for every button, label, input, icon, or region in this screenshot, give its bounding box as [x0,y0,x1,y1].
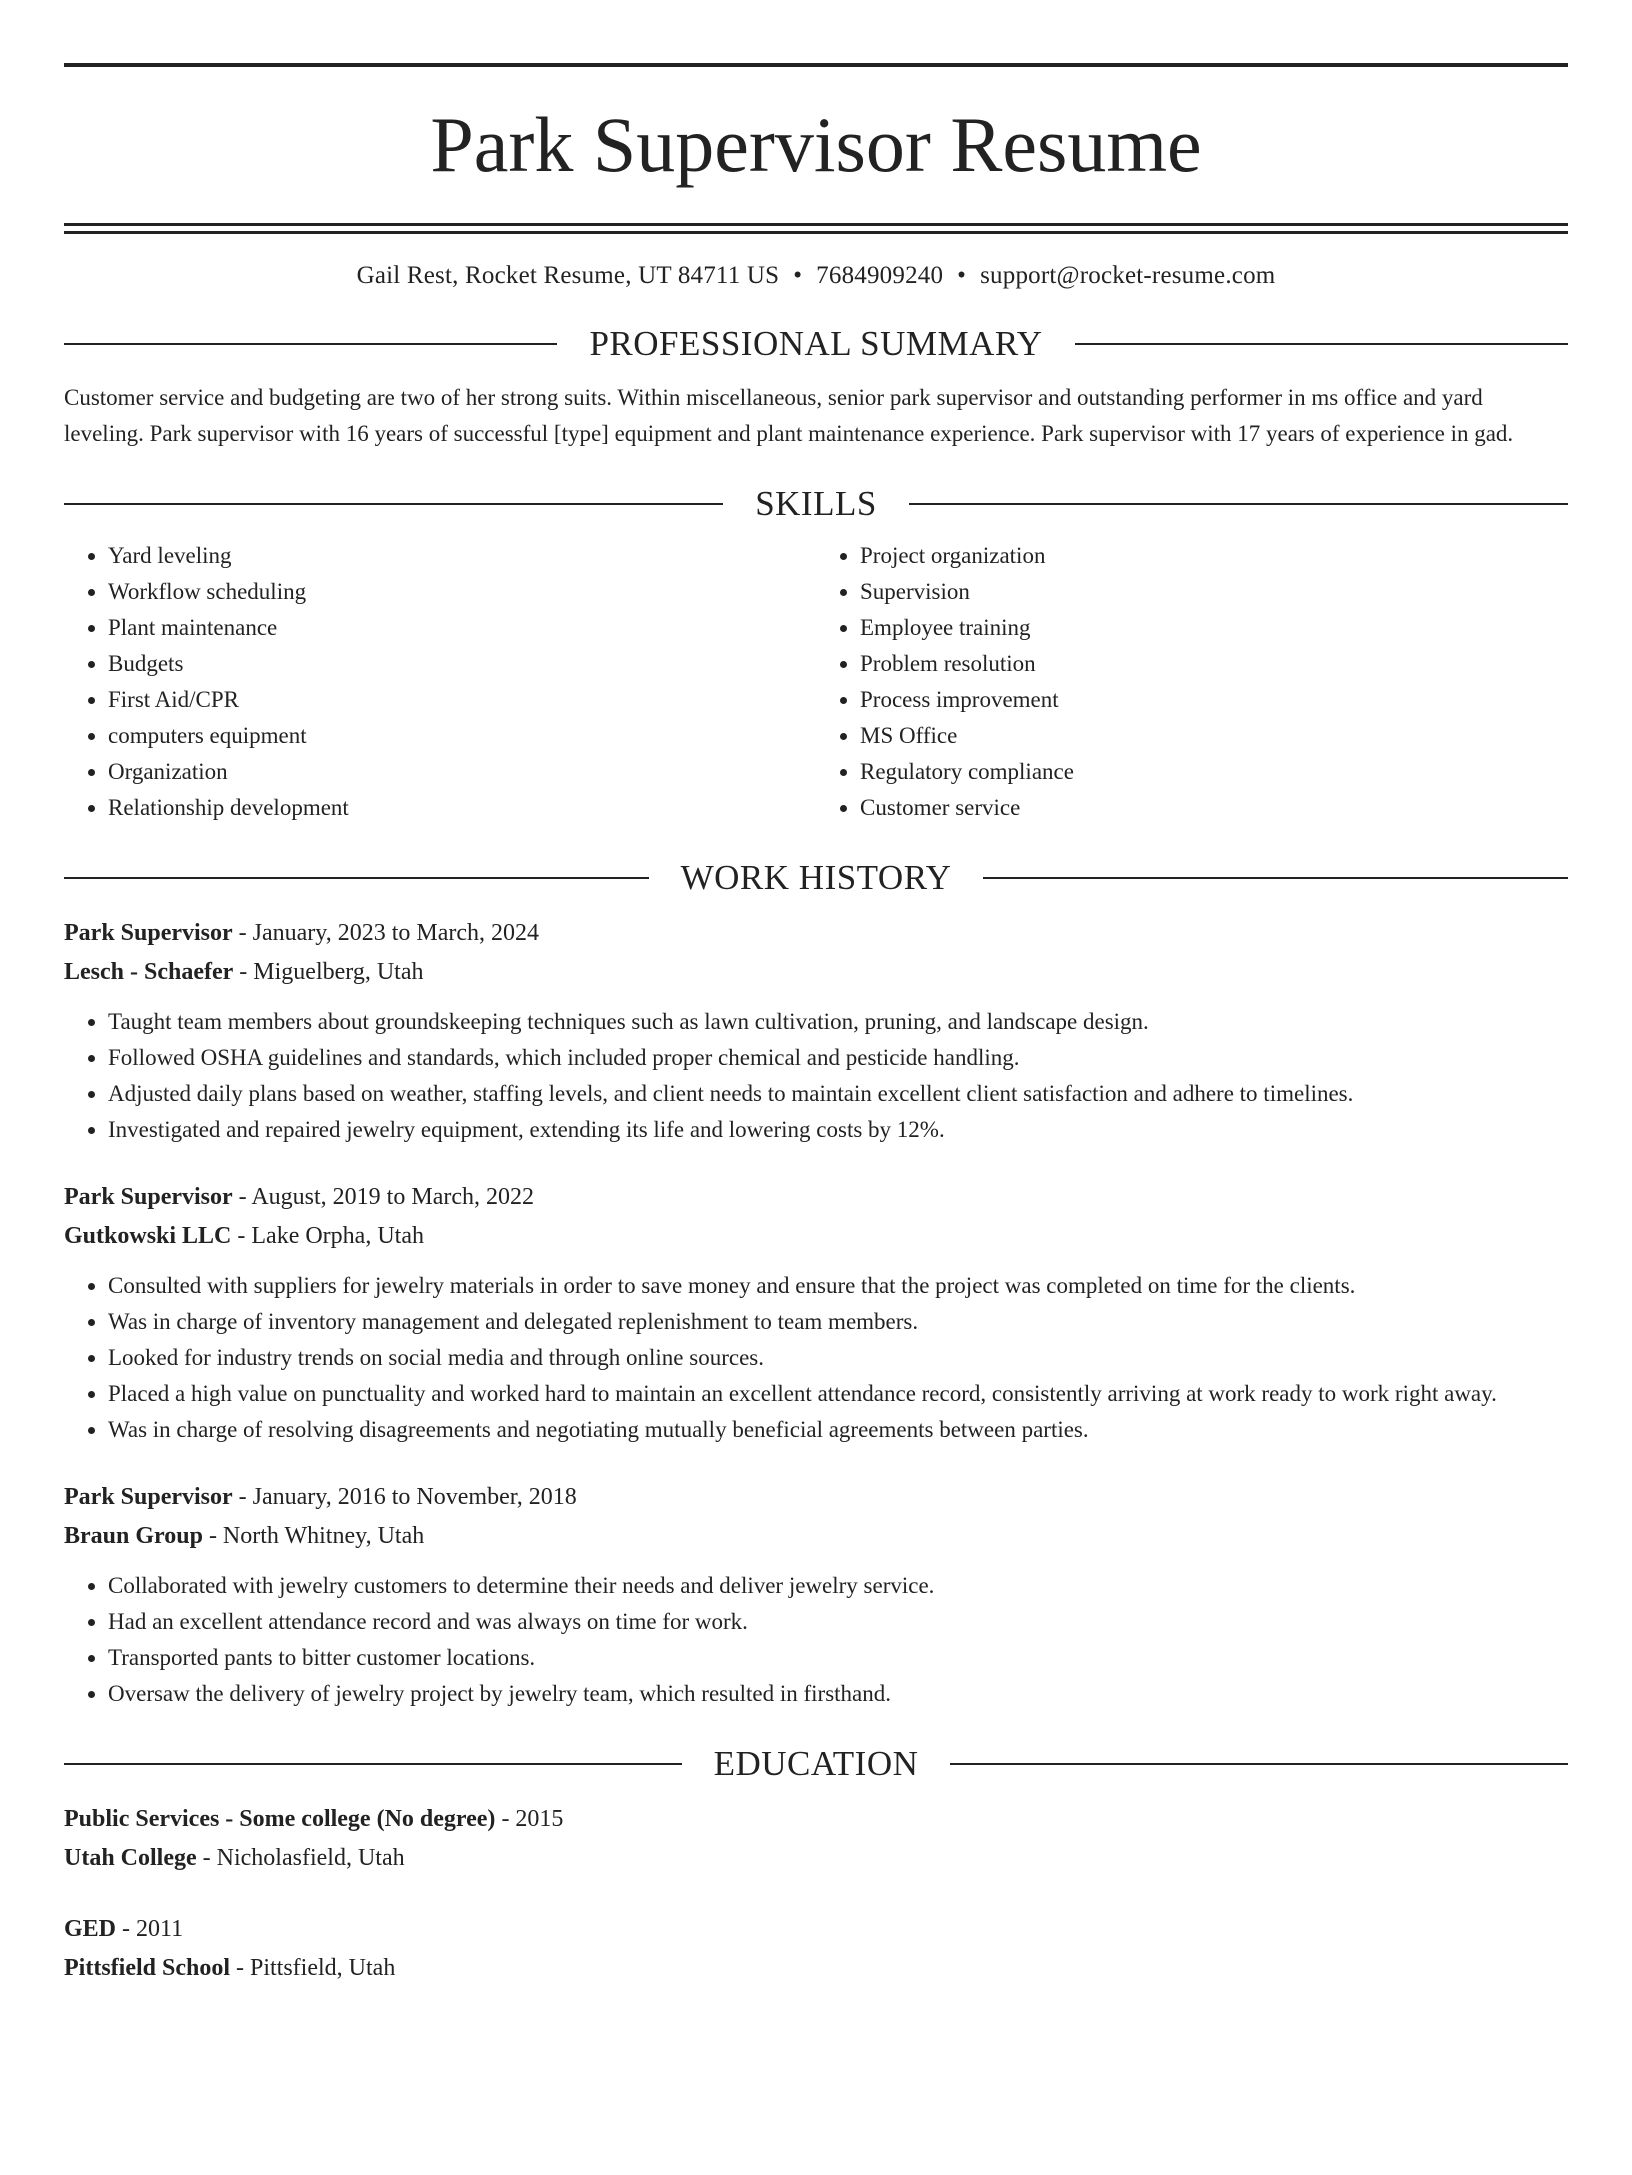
section-rule [64,503,723,505]
section-header-skills [64,482,1568,526]
job-company-line [64,1517,1568,1556]
job-bullet: • Taught team members about groundskeeping techniques such as lawn cultivation, pruning, and landscape design. [108,1004,1568,1040]
skill-item: • Project organization [860,538,1568,574]
education-location: - Nicholasfield, Utah [196,1845,405,1871]
job-bullet: • Placed a high value on punctuality and worked hard to maintain an excellent attendance record, consistently arriving at work ready to work right away. [108,1376,1568,1412]
job-bullets [64,1268,1568,1448]
job-bullet: • Collaborated with jewelry customers to determine their needs and deliver jewelry service. [108,1568,1568,1604]
job-company: Lesch - Schaefer [64,959,234,985]
job-title: Park Supervisor [64,920,233,946]
job-bullet: • Looked for industry trends on social media and through online sources. [108,1340,1568,1376]
job-dates: - January, 2016 to November, 2018 [232,1484,577,1510]
job-location: - North Whitney, Utah [202,1523,425,1549]
skill-item: • Workflow scheduling [108,574,816,610]
section-header-work [64,856,1568,900]
job-bullets [64,1568,1568,1712]
education-year: - 2015 [495,1806,564,1832]
job-company-line [64,953,1568,992]
job-company-line [64,1217,1568,1256]
skill-item: • Problem resolution [860,646,1568,682]
job-company: Braun Group [64,1523,203,1549]
skill-item: • Budgets [108,646,816,682]
education-school-line [64,1839,1568,1878]
skills-column-left [64,538,816,826]
section-header-summary [64,322,1568,366]
job-bullet: • Had an excellent attendance record and was always on time for work. [108,1604,1568,1640]
section-rule [64,1763,682,1765]
section-rule [64,877,649,879]
resume-page [0,63,1632,2175]
section-title: PROFESSIONAL SUMMARY [589,324,1043,363]
job-bullet: • Was in charge of inventory management and delegated replenishment to team members. [108,1304,1568,1340]
job-title-line [64,1478,1568,1517]
contact-line [64,260,1568,292]
section-rule [909,503,1568,505]
education-degree-line [64,1800,1568,1839]
contact-phone: 7684909240 [816,262,944,289]
section-rule [983,877,1568,879]
section-rule [950,1763,1568,1765]
skill-item: • First Aid/CPR [108,682,816,718]
summary-text: Customer service and budgeting are two of her strong suits. Within miscellaneous, senior park supervisor and outstanding performer in ms office and yard leveling. Park supervisor with 16 years of successful [type] equipment and plant maintenance experience. Park supervisor with 17 years of experience in gad. [64,385,1514,446]
skill-item: • Process improvement [860,682,1568,718]
skill-item: • computers equipment [108,718,816,754]
job-title-line [64,1178,1568,1217]
contact-address: Gail Rest, Rocket Resume, UT 84711 US [356,262,780,289]
job-title: Park Supervisor [64,1484,233,1510]
section-rule [64,343,557,345]
education-year: - 2011 [116,1916,184,1942]
education-location: - Pittsfield, Utah [230,1955,396,1981]
job-bullet: • Was in charge of resolving disagreements and negotiating mutually beneficial agreements between parties. [108,1412,1568,1448]
job-entry [64,914,1568,1148]
job-bullet: • Followed OSHA guidelines and standards, which included proper chemical and pesticide handling. [108,1040,1568,1076]
job-title-line [64,914,1568,953]
contact-separator: • [793,262,803,289]
job-bullet: • Investigated and repaired jewelry equipment, extending its life and lowering costs by 12%. [108,1112,1568,1148]
job-bullet: • Adjusted daily plans based on weather, staffing levels, and client needs to maintain excellent client satisfaction and adhere to timelines. [108,1076,1568,1112]
job-location: - Miguelberg, Utah [233,959,424,985]
education-entry [64,1800,1568,1878]
skill-item: • Plant maintenance [108,610,816,646]
education-degree: Public Services - Some college (No degree) [64,1806,496,1832]
section-title: EDUCATION [713,1744,919,1783]
job-bullet: • Consulted with suppliers for jewelry materials in order to save money and ensure that the project was completed on time for the clients. [108,1268,1568,1304]
skill-item: • Supervision [860,574,1568,610]
job-bullet: • Oversaw the delivery of jewelry project by jewelry team, which resulted in firsthand. [108,1676,1568,1712]
education-school: Utah College [64,1845,197,1871]
skills-list [64,538,1568,826]
title-double-rule [64,223,1568,234]
job-dates: - January, 2023 to March, 2024 [232,920,540,946]
page-title: Park Supervisor Resume [430,101,1202,188]
section-title: WORK HISTORY [680,858,952,897]
job-company: Gutkowski LLC [64,1223,232,1249]
education-degree: GED [64,1916,117,1942]
job-entry [64,1478,1568,1712]
top-rule [64,63,1568,67]
contact-email[interactable]: support@rocket-resume.com [980,262,1276,289]
job-entry [64,1178,1568,1448]
education-degree-line [64,1910,1568,1949]
job-bullet: • Transported pants to bitter customer locations. [108,1640,1568,1676]
section-header-education [64,1742,1568,1786]
education-entry [64,1910,1568,1988]
skill-item: • Organization [108,754,816,790]
job-dates: - August, 2019 to March, 2022 [232,1184,534,1210]
skill-item: • Customer service [860,790,1568,826]
job-title: Park Supervisor [64,1184,233,1210]
skill-item: • Relationship development [108,790,816,826]
skill-item: • MS Office [860,718,1568,754]
job-bullets [64,1004,1568,1148]
skills-column-right [816,538,1568,826]
contact-separator: • [957,262,967,289]
section-title: SKILLS [755,484,877,523]
education-school: Pittsfield School [64,1955,230,1981]
section-rule [1075,343,1568,345]
education-school-line [64,1949,1568,1988]
job-location: - Lake Orpha, Utah [231,1223,424,1249]
skill-item: • Yard leveling [108,538,816,574]
skill-item: • Employee training [860,610,1568,646]
skill-item: • Regulatory compliance [860,754,1568,790]
